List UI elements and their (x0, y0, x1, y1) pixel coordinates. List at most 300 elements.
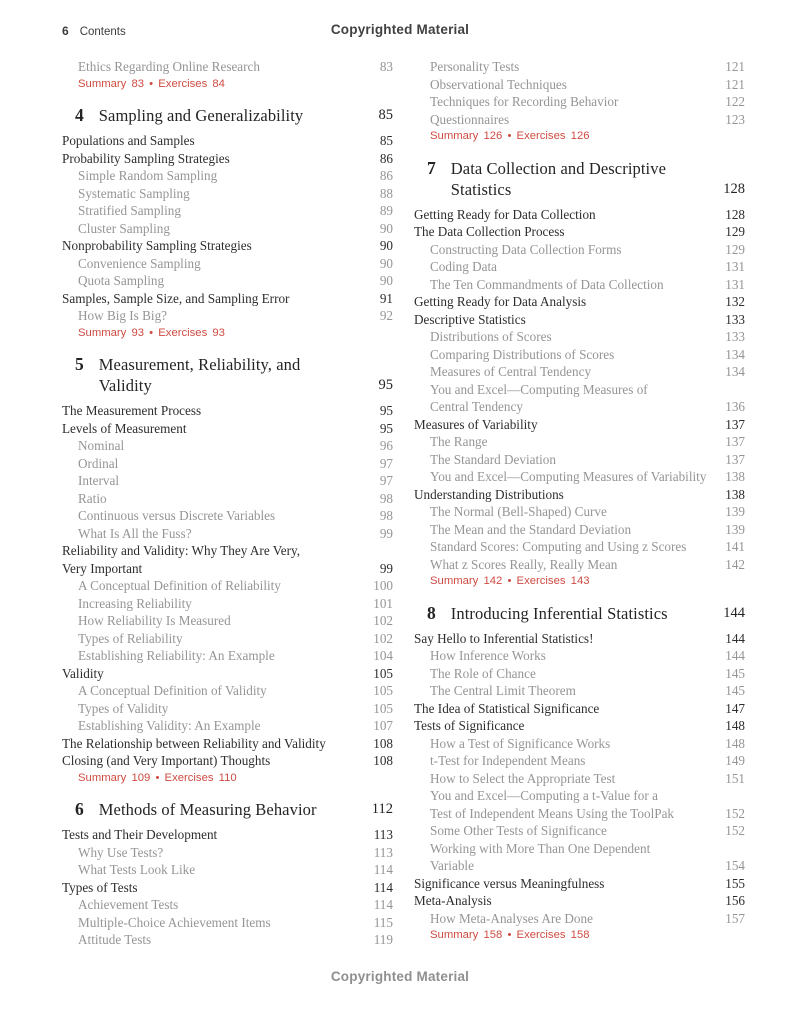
toc-entry-title (414, 293, 586, 311)
toc-entry-section (62, 879, 393, 897)
toc-entry-page-number: 155 (725, 875, 745, 891)
toc-entry-title (62, 844, 163, 862)
toc-entry-title (414, 665, 536, 683)
toc-entry-page-number: 121 (725, 76, 745, 92)
toc-entry-subsection (414, 752, 745, 770)
toc-entry-section (414, 630, 745, 648)
toc-entry-title-line: Stratified Sampling (78, 203, 181, 218)
chapter-title-line: Validity (98, 376, 152, 395)
toc-entry-section (62, 150, 393, 168)
toc-entry-page-number: 137 (725, 434, 745, 449)
toc-entry-title (414, 328, 552, 346)
toc-entry-title (414, 416, 538, 434)
toc-entry-section (414, 416, 745, 434)
toc-entry-title (62, 150, 230, 168)
toc-entry-page-number: 134 (725, 364, 745, 379)
toc-entry-title (62, 290, 289, 308)
toc-entry-subsection (62, 612, 393, 630)
toc-entry-subsection (62, 472, 393, 490)
toc-entry-page-number: 105 (373, 700, 393, 716)
chapter-page-number: 95 (378, 377, 393, 393)
toc-entry-title-line: Levels of Measurement (62, 420, 187, 436)
toc-entry-title-line: Standard Scores: Computing and Using z Scores (430, 539, 687, 554)
toc-entry-title (62, 202, 181, 220)
toc-entry-title-line: Attitude Tests (78, 932, 152, 947)
toc-entry-subsection (414, 276, 745, 294)
toc-entry-page-number: 137 (725, 416, 745, 432)
toc-entry-title-line: Constructing Data Collection Forms (430, 241, 622, 257)
toc-entry-subsection (62, 682, 393, 700)
toc-entry-title-line: Ethics Regarding Online Research (78, 59, 261, 74)
toc-entry-section (62, 665, 393, 683)
toc-entry-subsection (62, 167, 393, 185)
toc-entry-title (62, 437, 124, 455)
toc-entry-title-line: Distributions of Scores (430, 329, 552, 344)
toc-entry-page-number: 95 (379, 403, 393, 418)
toc-entry-title (62, 490, 107, 508)
toc-entry-section (414, 293, 745, 311)
toc-entry-title-line: The Relationship between Reliability and Validity (62, 735, 326, 751)
chapter-heading (62, 354, 393, 396)
chapter-page-number: 85 (378, 107, 393, 123)
toc-entry-title (62, 682, 267, 700)
toc-entry-subsection (414, 328, 745, 346)
toc-entry-title-line: Probability Sampling Strategies (62, 150, 230, 166)
toc-entry-subsection (414, 682, 745, 700)
chapter-number: 8 (427, 602, 436, 623)
toc-entry-page-number: 133 (725, 311, 745, 327)
toc-entry-subsection (62, 861, 393, 879)
toc-entry-page-number: 101 (373, 595, 393, 611)
toc-entry-title (62, 931, 151, 949)
toc-entry-title-line: Types of Validity (78, 700, 169, 716)
toc-entry-title-line: Understanding Distributions (414, 486, 564, 502)
chapter-number: 7 (427, 157, 436, 178)
toc-entry-title (414, 381, 648, 416)
toc-entry-title (414, 521, 631, 539)
toc-entry-section (414, 700, 745, 718)
toc-entry-title (62, 914, 271, 932)
toc-entry-title (414, 241, 622, 259)
toc-entry-title (414, 258, 497, 276)
toc-entry-title (62, 595, 192, 613)
toc-entry-subsection (414, 258, 745, 276)
toc-entry-subsection (62, 255, 393, 273)
toc-entry-title-line: How to Select the Appropriate Test (430, 770, 616, 786)
toc-entry-subsection (414, 433, 745, 451)
toc-entry-page-number: 152 (725, 823, 745, 838)
toc-entry-section (414, 717, 745, 735)
toc-entry-page-number: 90 (379, 220, 393, 236)
toc-entry-title-line: Convenience Sampling (78, 255, 201, 271)
toc-entry-title (62, 861, 195, 879)
toc-entry-subsection (414, 363, 745, 381)
toc-entry-page-number: 102 (373, 613, 393, 628)
toc-entry-title-line: Reliability and Validity: Why They Are Very, (62, 543, 301, 558)
toc-entry-page-number: 92 (379, 308, 393, 323)
toc-entry-title (62, 665, 104, 683)
chapter-page-number: 112 (371, 801, 393, 817)
toc-entry-page-number: 139 (725, 504, 745, 519)
toc-entry-title-line: Very Important (62, 560, 143, 576)
toc-entry-title-line: Getting Ready for Data Collection (414, 206, 596, 222)
toc-entry-subsection (62, 490, 393, 508)
toc-entry-title-line: Establishing Validity: An Example (78, 718, 261, 733)
toc-entry-subsection (62, 307, 393, 325)
toc-entry-page-number: 107 (373, 718, 393, 733)
summary-exercises-line: Summary 126 • Exercises 126 (430, 130, 590, 142)
running-head: Contents (79, 26, 126, 38)
toc-entry-page-number: 152 (725, 805, 745, 821)
toc-entry-title-line: A Conceptual Definition of Reliability (78, 578, 281, 593)
toc-entry-title (414, 76, 567, 94)
toc-entry-subsection (414, 556, 745, 574)
toc-entry-title (62, 132, 195, 150)
toc-entry-title (62, 525, 192, 543)
toc-entry-title (62, 307, 167, 325)
toc-entry-subsection (414, 770, 745, 788)
toc-entry-title-line: Getting Ready for Data Analysis (414, 294, 587, 309)
toc-entry-subsection (62, 717, 393, 735)
toc-entry-page-number: 156 (725, 893, 745, 908)
toc-entry-page-number: 144 (725, 648, 745, 663)
summary-exercises-line: Summary 93 • Exercises 93 (78, 326, 225, 339)
toc-entry-title-line: Techniques for Recording Behavior (430, 94, 619, 109)
toc-entry-title (62, 272, 164, 290)
toc-entry-page-number: 95 (379, 420, 393, 436)
toc-entry-title-line: t-Test for Independent Means (430, 753, 586, 768)
toc-entry-subsection (62, 844, 393, 862)
toc-entry-title (414, 630, 593, 648)
toc-entry-title (62, 879, 138, 897)
chapter-title (451, 603, 668, 624)
toc-entry-section (62, 290, 393, 308)
toc-entry-page-number: 113 (373, 827, 393, 842)
toc-columns (62, 58, 745, 949)
toc-entry-subsection (62, 931, 393, 949)
toc-entry-title (62, 167, 217, 185)
toc-entry-title (414, 682, 576, 700)
toc-entry-section (62, 237, 393, 255)
toc-entry-title (62, 647, 275, 665)
toc-entry-page-number: 145 (725, 683, 745, 698)
toc-entry-title-line: Systematic Sampling (78, 185, 190, 201)
toc-entry-title (62, 752, 270, 770)
toc-entry-subsection (62, 647, 393, 665)
toc-entry-page-number: 83 (379, 59, 393, 74)
toc-entry-page-number: 114 (373, 879, 393, 895)
toc-entry-title (414, 910, 593, 928)
toc-entry-page-number: 128 (725, 206, 745, 222)
chapter-number: 6 (75, 799, 84, 819)
toc-entry-title-line: Validity (62, 665, 104, 681)
toc-entry-page-number: 141 (725, 539, 745, 554)
toc-entry-title-line: The Central Limit Theorem (430, 683, 576, 698)
toc-entry-title-line: The Normal (Bell-Shaped) Curve (430, 504, 607, 519)
toc-entry-page-number: 100 (373, 578, 393, 593)
toc-entry-page-number: 145 (725, 665, 745, 681)
toc-entry-subsection (62, 525, 393, 543)
toc-entry-subsection (62, 185, 393, 203)
toc-entry-page-number: 108 (373, 735, 393, 751)
toc-entry-title (414, 433, 488, 451)
toc-entry-section (414, 875, 745, 893)
toc-entry-title (414, 875, 604, 893)
toc-entry-title (62, 630, 183, 648)
toc-entry-subsection (414, 647, 745, 665)
toc-entry-title-line: Simple Random Sampling (78, 168, 218, 183)
toc-entry-page-number: 129 (725, 224, 745, 239)
toc-entry-title (414, 276, 664, 294)
toc-entry-page-number: 88 (379, 185, 393, 201)
toc-entry-title-line: Meta-Analysis (414, 893, 492, 908)
toc-entry-title (62, 402, 201, 420)
toc-entry-subsection (62, 272, 393, 290)
chapter-page-number: 144 (723, 604, 745, 621)
toc-column (62, 58, 393, 949)
toc-entry-title-line: Test of Independent Means Using the ToolPak (430, 805, 675, 821)
toc-entry-title-line: Measures of Variability (414, 416, 538, 432)
toc-entry-subsection (62, 595, 393, 613)
toc-entry-page-number: 144 (725, 630, 745, 646)
toc-entry-page-number: 131 (725, 259, 745, 274)
chapter-title-line: Methods of Measuring Behavior (98, 800, 317, 819)
toc-entry-title-line: The Data Collection Process (414, 224, 565, 239)
toc-entry-subsection (62, 437, 393, 455)
toc-entry-page-number: 138 (725, 469, 745, 484)
chapter-heading (414, 603, 745, 624)
toc-entry-page-number: 86 (379, 168, 393, 183)
toc-entry-subsection (62, 630, 393, 648)
toc-entry-title-line: Ratio (78, 490, 107, 506)
toc-entry-title (414, 647, 546, 665)
toc-entry-title-line: You and Excel—Computing a t-Value for a (430, 788, 658, 803)
toc-entry-title-line: The Measurement Process (62, 403, 202, 418)
toc-entry-subsection (414, 241, 745, 259)
toc-entry-title-line: Continuous versus Discrete Variables (78, 508, 276, 523)
toc-column (414, 58, 745, 949)
toc-entry-page-number: 97 (379, 455, 393, 471)
toc-entry-title (414, 700, 599, 718)
toc-entry-section (62, 132, 393, 150)
toc-entry-page-number: 147 (725, 700, 745, 716)
toc-entry-title (414, 111, 509, 129)
toc-entry-page-number: 89 (379, 203, 393, 218)
chapter-title-line: Measurement, Reliability, and (98, 355, 301, 374)
toc-entry-title-line: Interval (78, 473, 120, 488)
toc-entry-page-number: 151 (725, 770, 745, 786)
toc-entry-title-line: Tests and Their Development (62, 827, 218, 842)
toc-entry-title-line: Questionnaires (430, 111, 510, 127)
toc-entry-title (414, 468, 706, 486)
toc-entry-page-number: 90 (379, 273, 393, 288)
toc-entry-page-number: 96 (379, 438, 393, 453)
toc-entry-page-number: 86 (379, 150, 393, 166)
toc-entry-title-line: Types of Tests (62, 879, 138, 895)
toc-entry-title-line: You and Excel—Computing Measures of (430, 381, 648, 397)
toc-entry-title-line: How a Test of Significance Works (430, 735, 611, 751)
toc-entry-subsection (414, 665, 745, 683)
toc-entry-title-line: Measures of Central Tendency (430, 364, 592, 379)
toc-entry-page-number: 104 (373, 648, 393, 663)
toc-entry-title-line: How Reliability Is Measured (78, 613, 231, 628)
toc-entry-title-line: Quota Sampling (78, 273, 165, 288)
toc-entry-section (62, 752, 393, 770)
toc-entry-page-number: 115 (373, 914, 393, 930)
toc-entry-section (62, 542, 393, 577)
summary-exercises-line: Summary 142 • Exercises 143 (430, 575, 590, 587)
toc-entry-title-line: Multiple-Choice Achievement Items (78, 914, 271, 930)
toc-entry-title (414, 363, 591, 381)
toc-entry-title-line: Comparing Distributions of Scores (430, 346, 615, 362)
toc-entry-page-number: 90 (379, 255, 393, 271)
toc-entry-title (414, 752, 585, 770)
toc-entry-page-number: 138 (725, 486, 745, 502)
toc-entry-section (414, 206, 745, 224)
toc-entry-title-line: Populations and Samples (62, 133, 195, 148)
toc-entry-title-line: The Mean and the Standard Deviation (430, 521, 632, 537)
toc-entry-title-line: The Ten Commandments of Data Collection (430, 276, 664, 292)
toc-entry-title (62, 717, 261, 735)
toc-entry-title (414, 223, 565, 241)
toc-entry-subsection (62, 220, 393, 238)
toc-entry-subsection (414, 538, 745, 556)
toc-entry-page-number: 119 (373, 932, 393, 947)
toc-entry-subsection (62, 507, 393, 525)
toc-entry-title (62, 507, 275, 525)
toc-entry-page-number: 99 (379, 560, 393, 576)
toc-entry-page-number: 108 (373, 753, 393, 768)
toc-entry-title (62, 577, 281, 595)
toc-entry-title-line: Say Hello to Inferential Statistics! (414, 630, 594, 646)
toc-entry-subsection (414, 521, 745, 539)
toc-entry-page-number: 136 (725, 399, 745, 414)
toc-entry-section (414, 892, 745, 910)
toc-entry-title-line: Samples, Sample Size, and Sampling Error (62, 290, 290, 306)
toc-entry-subsection (414, 93, 745, 111)
chapter-page-number: 128 (723, 180, 745, 197)
toc-entry-title (62, 612, 231, 630)
toc-entry-page-number: 137 (725, 451, 745, 467)
chapter-title (451, 158, 666, 200)
toc-entry-title-line: How Meta-Analyses Are Done (430, 910, 593, 926)
chapter-title (99, 799, 317, 820)
toc-entry-subsection (62, 896, 393, 914)
chapter-title-line: Introducing Inferential Statistics (450, 603, 668, 623)
toc-entry-title-line: Nominal (78, 438, 125, 453)
toc-entry-title (414, 346, 614, 364)
toc-entry-title-line: Types of Reliability (78, 630, 183, 646)
toc-entry-page-number: 97 (379, 473, 393, 488)
toc-entry-title (414, 58, 519, 76)
copyright-watermark-top: Copyrighted Material (330, 22, 470, 37)
toc-entry-title (62, 735, 326, 753)
toc-entry-title (62, 826, 217, 844)
toc-entry-page-number: 149 (725, 753, 745, 768)
toc-entry-title-line: Observational Techniques (430, 76, 567, 92)
toc-entry-page-number: 102 (373, 630, 393, 646)
chapter-number: 4 (75, 105, 84, 125)
toc-entry-title (62, 472, 119, 490)
toc-entry-page-number: 105 (373, 665, 393, 681)
toc-entry-title-line: Ordinal (78, 455, 119, 471)
chapter-heading (62, 105, 393, 126)
toc-entry-subsection (414, 468, 745, 486)
toc-entry-title-line: Cluster Sampling (78, 220, 170, 236)
toc-entry-title-line: Establishing Reliability: An Example (78, 648, 275, 663)
toc-entry-title (414, 538, 686, 556)
toc-entry-title (414, 206, 596, 224)
toc-entry-title (414, 451, 556, 469)
toc-entry-subsection (62, 914, 393, 932)
toc-entry-title-line: Central Tendency (430, 399, 523, 414)
toc-entry-page-number: 139 (725, 521, 745, 537)
toc-entry-subsection (414, 503, 745, 521)
toc-entry-title (414, 770, 615, 788)
summary-exercises-line: Summary 109 • Exercises 110 (78, 771, 237, 784)
toc-entry-subsection (62, 202, 393, 220)
toc-entry-page-number: 154 (725, 858, 745, 873)
toc-entry-title-line: Personality Tests (430, 59, 520, 74)
toc-entry-page-number: 122 (725, 94, 745, 109)
toc-entry-page-number: 131 (725, 276, 745, 292)
toc-entry-subsection (414, 58, 745, 76)
chapter-heading (62, 799, 393, 820)
toc-entry-title (62, 455, 118, 473)
toc-entry-page-number: 91 (379, 290, 393, 306)
toc-entry-title (414, 486, 564, 504)
toc-entry-title-line: A Conceptual Definition of Validity (78, 683, 267, 698)
toc-entry-section (62, 420, 393, 438)
toc-entry-title-line: Why Use Tests? (78, 844, 164, 860)
toc-entry-page-number: 148 (725, 718, 745, 733)
copyright-watermark-bottom: Copyrighted Material (330, 969, 470, 984)
toc-entry-title (414, 93, 618, 111)
toc-entry-title (414, 556, 617, 574)
toc-entry-title-line: Some Other Tests of Significance (430, 823, 607, 838)
toc-entry-section (62, 826, 393, 844)
toc-entry-page-number: 114 (373, 862, 393, 877)
chapter-heading (414, 158, 745, 200)
toc-entry-title (414, 892, 492, 910)
toc-entry-title-line: The Role of Chance (430, 665, 536, 681)
toc-entry-title (62, 542, 300, 577)
toc-entry-page-number: 105 (373, 683, 393, 698)
toc-entry-page-number: 98 (379, 508, 393, 523)
chapter-title-line: Sampling and Generalizability (98, 106, 304, 125)
toc-entry-title-line: Achievement Tests (78, 897, 179, 912)
toc-entry-title-line: How Inference Works (430, 648, 546, 663)
toc-entry-title-line: Tests of Significance (414, 718, 525, 733)
toc-entry-page-number: 157 (725, 910, 745, 926)
toc-entry-title (414, 735, 610, 753)
toc-entry-subsection (414, 822, 745, 840)
toc-entry-page-number: 134 (725, 346, 745, 362)
toc-entry-subsection (62, 700, 393, 718)
toc-entry-title (62, 220, 170, 238)
toc-entry-title (414, 503, 607, 521)
summary-exercises-line: Summary 158 • Exercises 158 (430, 929, 590, 941)
toc-entry-title (414, 840, 650, 875)
toc-entry-page-number: 148 (725, 735, 745, 751)
toc-entry-title-line: What Tests Look Like (78, 862, 196, 877)
toc-entry-title (414, 787, 674, 822)
toc-entry-title (414, 822, 607, 840)
toc-entry-page-number: 142 (725, 556, 745, 572)
toc-entry-title (414, 717, 524, 735)
toc-entry-title-line: What Is All the Fuss? (78, 525, 192, 541)
toc-entry-title (414, 311, 526, 329)
